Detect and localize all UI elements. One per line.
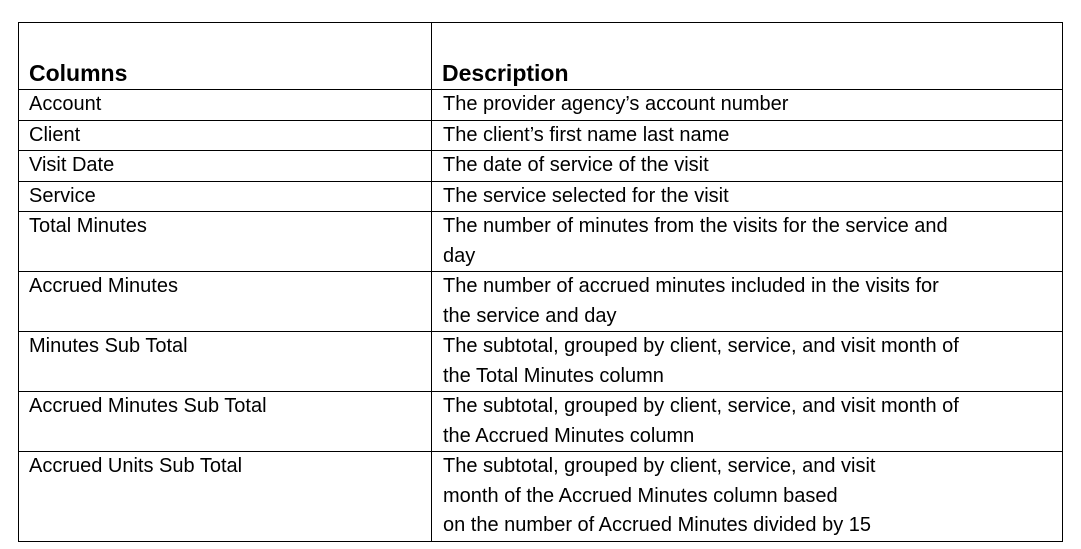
description-cell (432, 90, 1063, 121)
description-cell (432, 120, 1063, 151)
table-row (19, 272, 1063, 332)
header-columns: Columns (19, 23, 432, 90)
table-row (19, 90, 1063, 121)
description-cell (432, 452, 1063, 542)
description-line: The number of minutes from the visits for the service and (443, 215, 948, 237)
description-line: day (443, 244, 476, 267)
description-line: The number of accrued minutes included in the visits for (443, 275, 939, 297)
table-row (19, 181, 1063, 212)
column-name-cell: Total Minutes (19, 212, 432, 272)
table-row (19, 151, 1063, 182)
description-line: The service selected for the visit (443, 184, 729, 207)
description-line: The date of service of the visit (443, 154, 709, 176)
description-line: The provider agency’s account number (443, 93, 789, 115)
column-name-cell: Client (19, 120, 432, 151)
description-line: The subtotal, grouped by client, service, and visit month of (443, 395, 959, 417)
columns-description-table (18, 22, 1063, 542)
table-row (19, 392, 1063, 452)
description-line: month of the Accrued Minutes column based (443, 484, 838, 507)
description-cell (432, 392, 1063, 452)
description-line: the Accrued Minutes column (443, 424, 695, 447)
description-line: the Total Minutes column (443, 364, 664, 387)
column-name-cell: Visit Date (19, 151, 432, 182)
column-name-cell: Accrued Minutes Sub Total (19, 392, 432, 452)
table-row (19, 120, 1063, 151)
description-cell (432, 272, 1063, 332)
column-name-cell: Accrued Units Sub Total (19, 452, 432, 542)
description-line: on the number of Accrued Minutes divided by 15 (443, 514, 872, 536)
table-row (19, 452, 1063, 542)
table-body (19, 90, 1063, 542)
description-cell (432, 212, 1063, 272)
table-header-row (19, 23, 1063, 90)
column-name-cell: Minutes Sub Total (19, 332, 432, 392)
header-description: Description (432, 23, 1063, 90)
column-name-cell: Accrued Minutes (19, 272, 432, 332)
description-cell (432, 151, 1063, 182)
description-cell (432, 181, 1063, 212)
description-line: the service and day (443, 304, 617, 327)
description-line: The subtotal, grouped by client, service, and visit (443, 455, 876, 477)
description-cell (432, 332, 1063, 392)
column-name-cell: Account (19, 90, 432, 121)
table-row (19, 212, 1063, 272)
column-name-cell: Service (19, 181, 432, 212)
description-line: The subtotal, grouped by client, service, and visit month of (443, 335, 959, 357)
table-row (19, 332, 1063, 392)
description-line: The client’s first name last name (443, 123, 730, 146)
